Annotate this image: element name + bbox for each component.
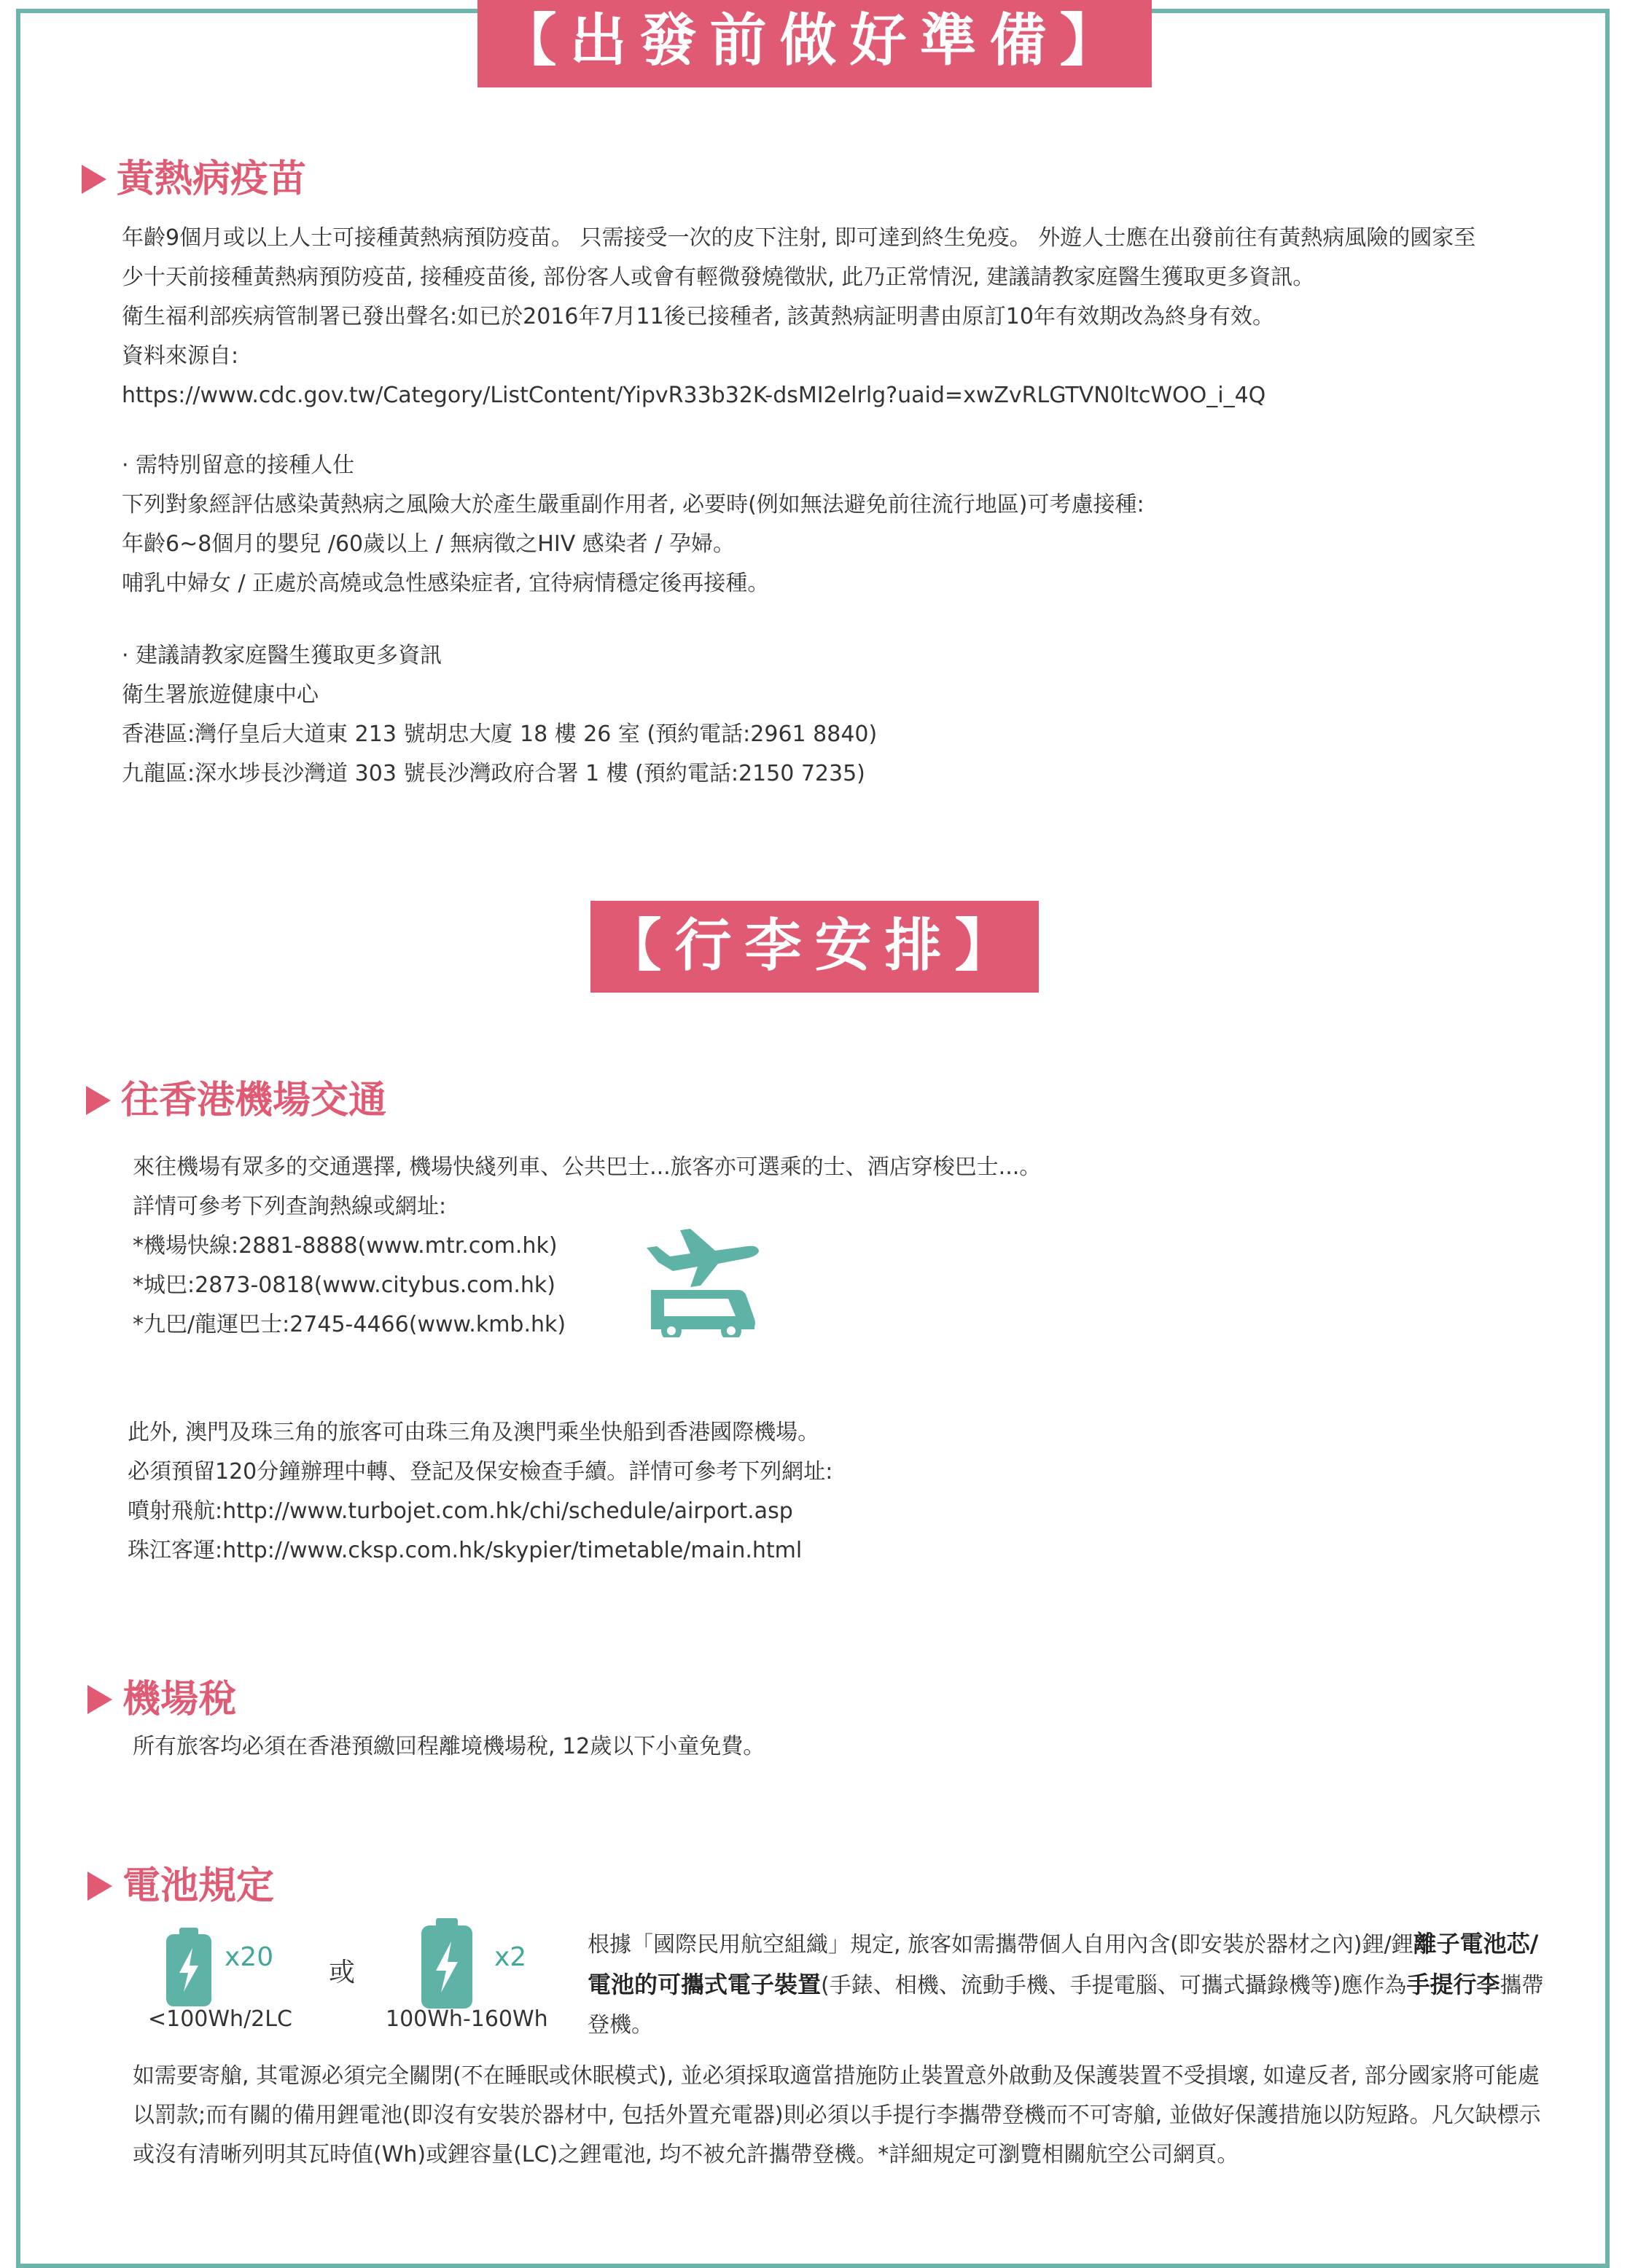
- rule-text: (手錶、相機、流動手機、手提電腦、可攜式攝錄機等)應作為: [821, 1973, 1407, 1998]
- text-line: 衛生福利部疾病管制署已發出聲名:如已於2016年7月11後已接種者, 該黃熱病証明書由原訂10年有效期改為終身有效。: [122, 304, 1274, 329]
- text-line: 少十天前接種黃熱病預防疫苗, 接種疫苗後, 部份客人或會有輕微發燒徵狀, 此乃正常情況, 建議請教家庭醫生獲取更多資訊。: [122, 265, 1315, 290]
- vaccine-special-groups: [122, 446, 1144, 603]
- text-line: *城巴:2873-0818(www.citybus.com.hk): [133, 1272, 555, 1298]
- vaccine-heading-text: 黃熱病疫苗: [117, 157, 307, 201]
- vaccine-heading: [82, 156, 306, 203]
- rule-text: 攜帶: [1500, 1973, 1544, 1998]
- tax-info: [133, 1727, 765, 1767]
- battery-heading-text: 電池規定: [122, 1864, 275, 1908]
- section-banner-preparation: 【出發前做好準備】: [477, 0, 1152, 87]
- source-link[interactable]: https://www.cdc.gov.tw/Category/ListContent/YipvR33b32K-dsMI2elrlg?uaid=xwZvRLGTVN0ltcWOO_i_4Q: [122, 383, 1266, 408]
- text-line: 九龍區:深水埗長沙灣道 303 號長沙灣政府合署 1 樓 (預約電話:2150 7235): [122, 761, 865, 786]
- text-line: 所有旅客均必須在香港預繳回程離境機場稅, 12歲以下小童免費。: [133, 1734, 765, 1759]
- rule-emphasis: 離子電池芯/: [1413, 1930, 1539, 1958]
- text-line: *九巴/龍運巴士:2745-4466(www.kmb.hk): [133, 1312, 566, 1337]
- rule-emphasis: 電池的可攜式電子裝置: [588, 1971, 822, 1998]
- rule-text: 登機。: [588, 2012, 653, 2038]
- section-banner-luggage: 【行李安排】: [590, 901, 1039, 993]
- tax-heading: [87, 1676, 236, 1723]
- vaccine-intro: [122, 219, 1475, 415]
- ferry-info: [128, 1413, 832, 1571]
- text-line: 年齡6~8個月的嬰兒 /60歲以上 / 無病徵之HIV 感染者 / 孕婦。: [122, 531, 735, 557]
- triangle-bullet-icon: [82, 165, 106, 194]
- text-line: 哺乳中婦女 / 正處於高燒或急性感染症者, 宜待病情穩定後再接種。: [122, 571, 770, 596]
- text-line: 衛生署旅遊健康中心: [122, 682, 319, 708]
- text-line: 必須預留120分鐘辦理中轉、登記及保安檢查手續。詳情可參考下列網址:: [128, 1459, 833, 1485]
- battery-heading: [87, 1863, 274, 1909]
- battery-limit-large: 100Wh-160Wh: [386, 2006, 548, 2032]
- battery-charging-icon: [166, 1928, 211, 2006]
- battery-notes: 如需要寄艙, 其電源必須完全關閉(不在睡眠或休眠模式), 並必須採取適當措施防止裝置意外啟動及保護裝置不受損壞, 如違反者, 部分國家將可能處以罰款;而有關的備用鋰電池(即沒有安裝於器材中, 包括外置充電器)則必須以手提行李攜帶登機而不可寄艙, 並做好保護措施以防短路。凡欠缺標示或沒有清晰列明其瓦時值(Wh)或鋰容量(LC)之鋰電池, 均不被允許攜帶登機。*詳細規定可瀏覽相關航空公司網頁。: [133, 2063, 1541, 2167]
- text-line: · 需特別留意的接種人仕: [122, 453, 355, 478]
- cksp-link[interactable]: 珠江客運:http://www.cksp.com.hk/skypier/timetable/main.html: [128, 1538, 803, 1563]
- text-line: 詳情可參考下列查詢熱線或網址:: [133, 1194, 447, 1219]
- text-line: · 建議請教家庭醫生獲取更多資訊: [122, 643, 442, 668]
- rule-emphasis: 手提行李: [1406, 1971, 1500, 1998]
- rule-text: 根據「國際民用航空組織」規定, 旅客如需攜帶個人自用內含(即安裝於器材之內)鋰/鋰: [588, 1932, 1413, 1958]
- transport-info: [133, 1148, 1041, 1345]
- transport-heading: [86, 1077, 386, 1124]
- text-line: 此外, 澳門及珠三角的旅客可由珠三角及澳門乘坐快船到香港國際機場。: [128, 1420, 820, 1445]
- battery-count-large: x2: [494, 1942, 527, 1972]
- or-separator: 或: [329, 1958, 356, 1987]
- battery-count-small: x20: [225, 1942, 274, 1972]
- battery-limit-small: <100Wh/2LC: [148, 2006, 292, 2032]
- text-line: 下列對象經評估感染黃熱病之風險大於產生嚴重副作用者, 必要時(例如無法避免前往流行地區)可考慮接種:: [122, 492, 1144, 517]
- text-line: *機場快線:2881-8888(www.mtr.com.hk): [133, 1233, 558, 1259]
- battery-rule-text: [588, 1924, 1564, 2045]
- turbojet-link[interactable]: 噴射飛航:http://www.turbojet.com.hk/chi/schedule/airport.asp: [128, 1498, 793, 1524]
- vaccine-advice: [122, 636, 877, 794]
- plane-over-vehicle-icon: [645, 1210, 762, 1337]
- text-line: 資料來源自:: [122, 343, 239, 369]
- text-line: 來往機場有眾多的交通選擇, 機場快綫列車、公共巴士...旅客亦可選乘的士、酒店穿梭巴士...。: [133, 1154, 1042, 1180]
- text-line: 香港區:灣仔皇后大道東 213 號胡忠大廈 18 樓 26 室 (預約電話:2961 8840): [122, 722, 878, 747]
- tax-heading-text: 機場稅: [122, 1678, 237, 1721]
- triangle-bullet-icon: [87, 1872, 112, 1901]
- transport-heading-text: 往香港機場交通: [121, 1079, 387, 1122]
- triangle-bullet-icon: [87, 1685, 112, 1714]
- triangle-bullet-icon: [86, 1086, 111, 1115]
- battery-charging-icon: [421, 1918, 472, 2009]
- text-line: 年齡9個月或以上人士可接種黃熱病預防疫苗。 只需接受一次的皮下注射, 即可達到終生免疫。 外遊人士應在出發前往有黃熱病風險的國家至: [122, 225, 1476, 251]
